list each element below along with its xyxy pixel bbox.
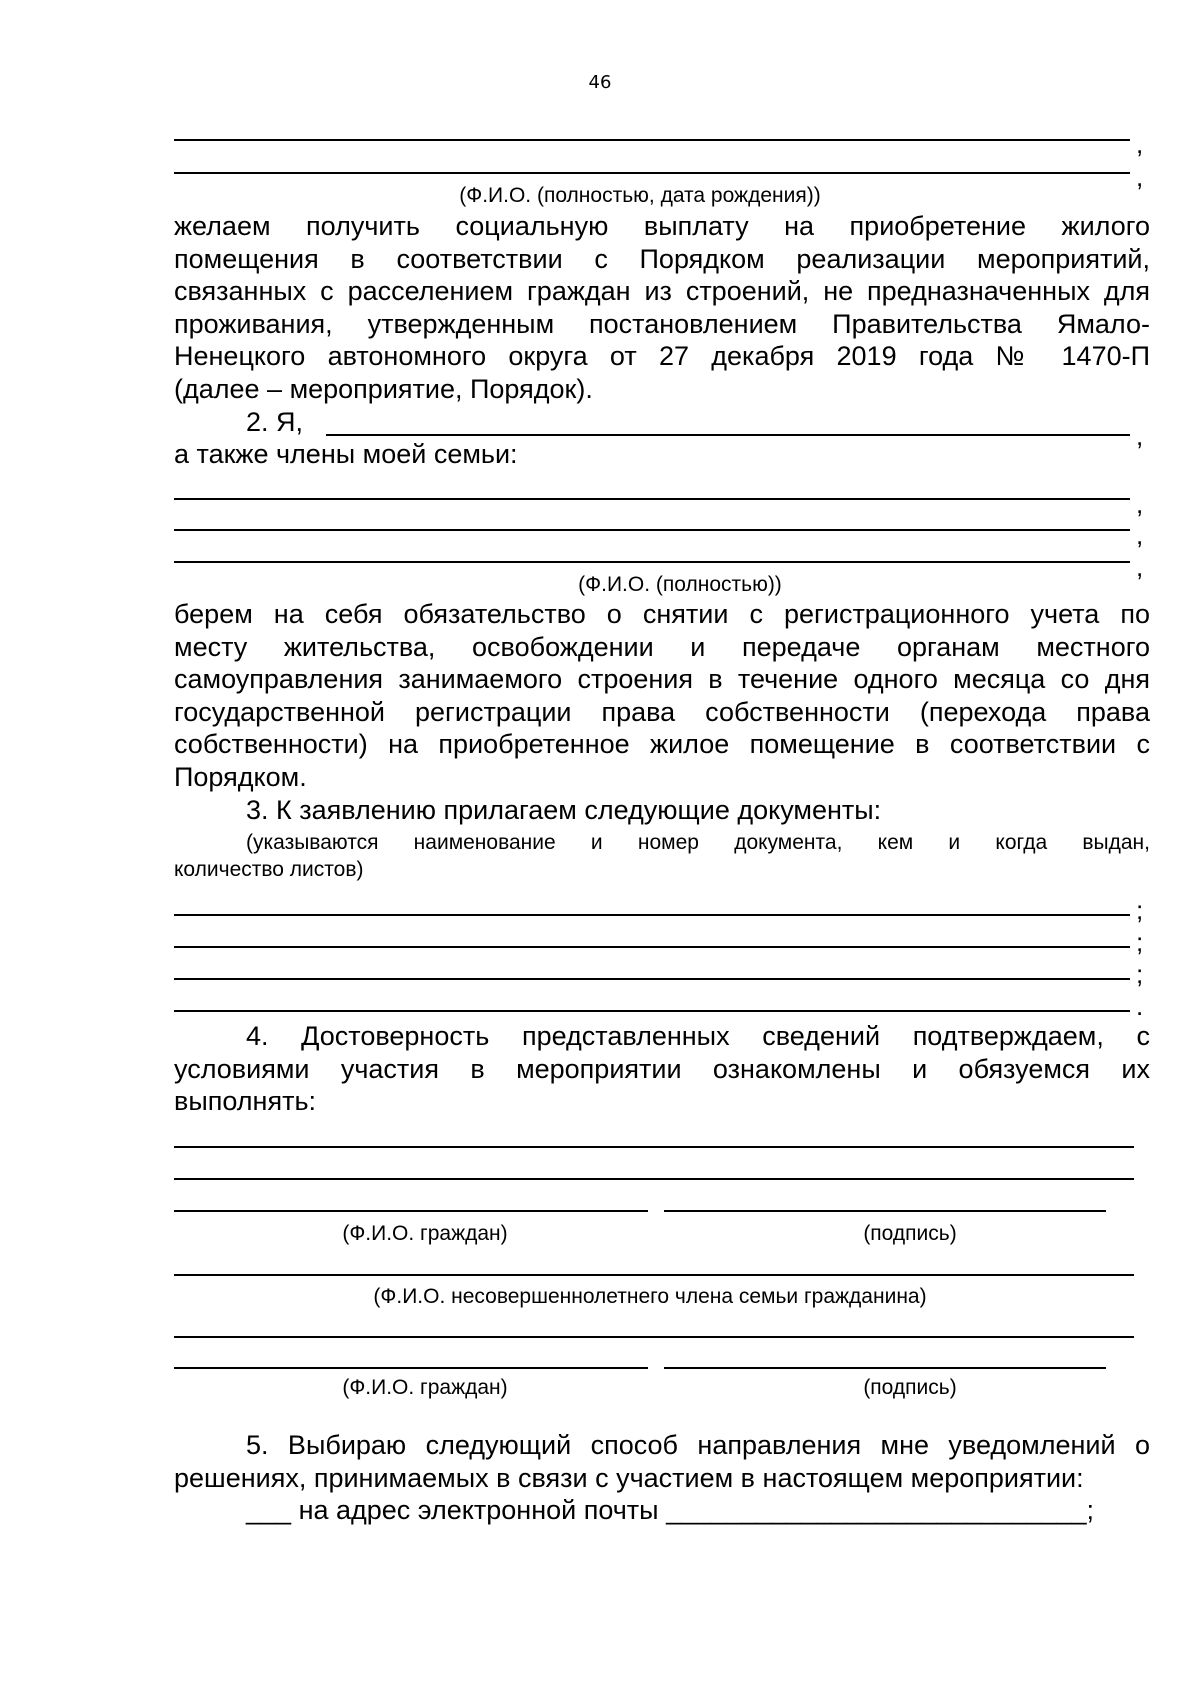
paragraph-2-line: берем на себя обязательство о снятии с регистрационного учета по: [174, 599, 1150, 629]
item-3-label: 3. К заявлению прилагаем следующие документы:: [246, 795, 882, 825]
caption-fio-minor: (Ф.И.О. несовершеннолетнего члена семьи гражданина): [373, 1285, 927, 1308]
caption-fio-full: (Ф.И.О. (полностью)): [578, 573, 782, 596]
paragraph-1-line: связанных с расселением граждан из строений, не предназначенных для: [174, 276, 1150, 306]
caption-fio-citizens-2: (Ф.И.О. граждан): [342, 1376, 508, 1399]
signature-block-line-2[interactable]: [174, 1178, 1134, 1180]
document-line-4[interactable]: [174, 1010, 1130, 1012]
document-line-3[interactable]: [174, 978, 1130, 980]
email-option-label: на адрес электронной почты: [298, 1495, 659, 1525]
paragraph-2-line: самоуправления занимаемого строения в течение одного месяца со дня: [174, 664, 1150, 694]
item-2-continuation: а также члены моей семьи:: [174, 439, 518, 469]
paragraph-2-line: Порядком.: [174, 761, 307, 792]
comma-1: ,: [1136, 129, 1144, 159]
comma-6: ,: [1136, 552, 1144, 582]
comma-5: ,: [1136, 520, 1144, 550]
item-4-line: 4. Достоверность представленных сведений подтверждаем, с: [246, 1021, 1150, 1051]
family-line-1[interactable]: [174, 498, 1130, 500]
item-2-name-line[interactable]: [326, 434, 1130, 436]
paragraph-1-line: проживания, утвержденным постановлением Правительства Ямало-: [174, 308, 1150, 339]
caption-signature-2: (подпись): [863, 1376, 957, 1399]
signature-line-1[interactable]: [664, 1210, 1106, 1212]
item-5: [174, 1429, 1150, 1494]
paragraph-2-line: месту жительства, освобождении и передаче органам местного: [174, 631, 1150, 662]
document-line-1[interactable]: [174, 914, 1130, 916]
paragraph-2-line: собственности) на приобретенное жилое помещение в соответствии с: [174, 729, 1150, 759]
fio-line-1[interactable]: [174, 139, 1130, 141]
citizen-name-line-2[interactable]: [174, 1367, 648, 1369]
email-option: [246, 1494, 1150, 1527]
item-3-hint-line-1: (указываются наименование и номер документа, кем и когда выдан,: [246, 831, 1150, 854]
paragraph-1-line: Ненецкого автономного округа от 27 декабря 2019 года № 1470-П: [174, 341, 1150, 371]
paragraph-1-line: желаем получить социальную выплату на приобретение жилого: [174, 211, 1150, 241]
minor-name-line[interactable]: [174, 1274, 1134, 1276]
caption-fio-birth: (Ф.И.О. (полностью, дата рождения)): [459, 184, 821, 207]
signature-line-2[interactable]: [664, 1367, 1106, 1369]
document-line-2[interactable]: [174, 946, 1130, 948]
caption-fio-citizens-1: (Ф.И.О. граждан): [342, 1222, 508, 1245]
comma-4: ,: [1136, 489, 1144, 519]
item-2-label: 2. Я,: [246, 407, 304, 437]
item-5-line: 5. Выбираю следующий способ направления мне уведомлений о: [246, 1430, 1150, 1460]
email-address-field[interactable]: ____________________________;: [666, 1495, 1095, 1525]
semicolon-3: ;: [1136, 959, 1144, 989]
paragraph-2-line: государственной регистрации права собственности (перехода права: [174, 696, 1150, 727]
item-5-line: решениях, принимаемых в связи с участием в настоящем мероприятии:: [174, 1462, 1084, 1493]
period-1: .: [1136, 991, 1144, 1021]
item-3-hint-line-2: количество листов): [174, 858, 364, 881]
item-4: [174, 1020, 1150, 1118]
signature-block-line-3[interactable]: [174, 1336, 1134, 1338]
item-4-line: условиями участия в мероприятии ознакомлены и обязуемся их: [174, 1053, 1150, 1084]
fio-line-2[interactable]: [174, 172, 1130, 174]
paragraph-1-line: (далее – мероприятие, Порядок).: [174, 373, 593, 404]
comma-2: ,: [1136, 162, 1144, 192]
signature-block-line-1[interactable]: [174, 1146, 1134, 1148]
citizen-name-line-1[interactable]: [174, 1210, 648, 1212]
semicolon-2: ;: [1136, 927, 1144, 957]
paragraph-2: [174, 598, 1150, 793]
family-line-3[interactable]: [174, 561, 1130, 563]
page-number: 46: [588, 72, 612, 93]
semicolon-1: ;: [1136, 895, 1144, 925]
family-line-2[interactable]: [174, 529, 1130, 531]
comma-3: ,: [1136, 421, 1144, 451]
email-option-checkbox[interactable]: ___: [246, 1495, 292, 1525]
paragraph-1-line: помещения в соответствии с Порядком реализации мероприятий,: [174, 243, 1150, 274]
paragraph-1: [174, 210, 1150, 405]
caption-signature-1: (подпись): [863, 1222, 957, 1245]
item-4-line: выполнять:: [174, 1086, 317, 1116]
